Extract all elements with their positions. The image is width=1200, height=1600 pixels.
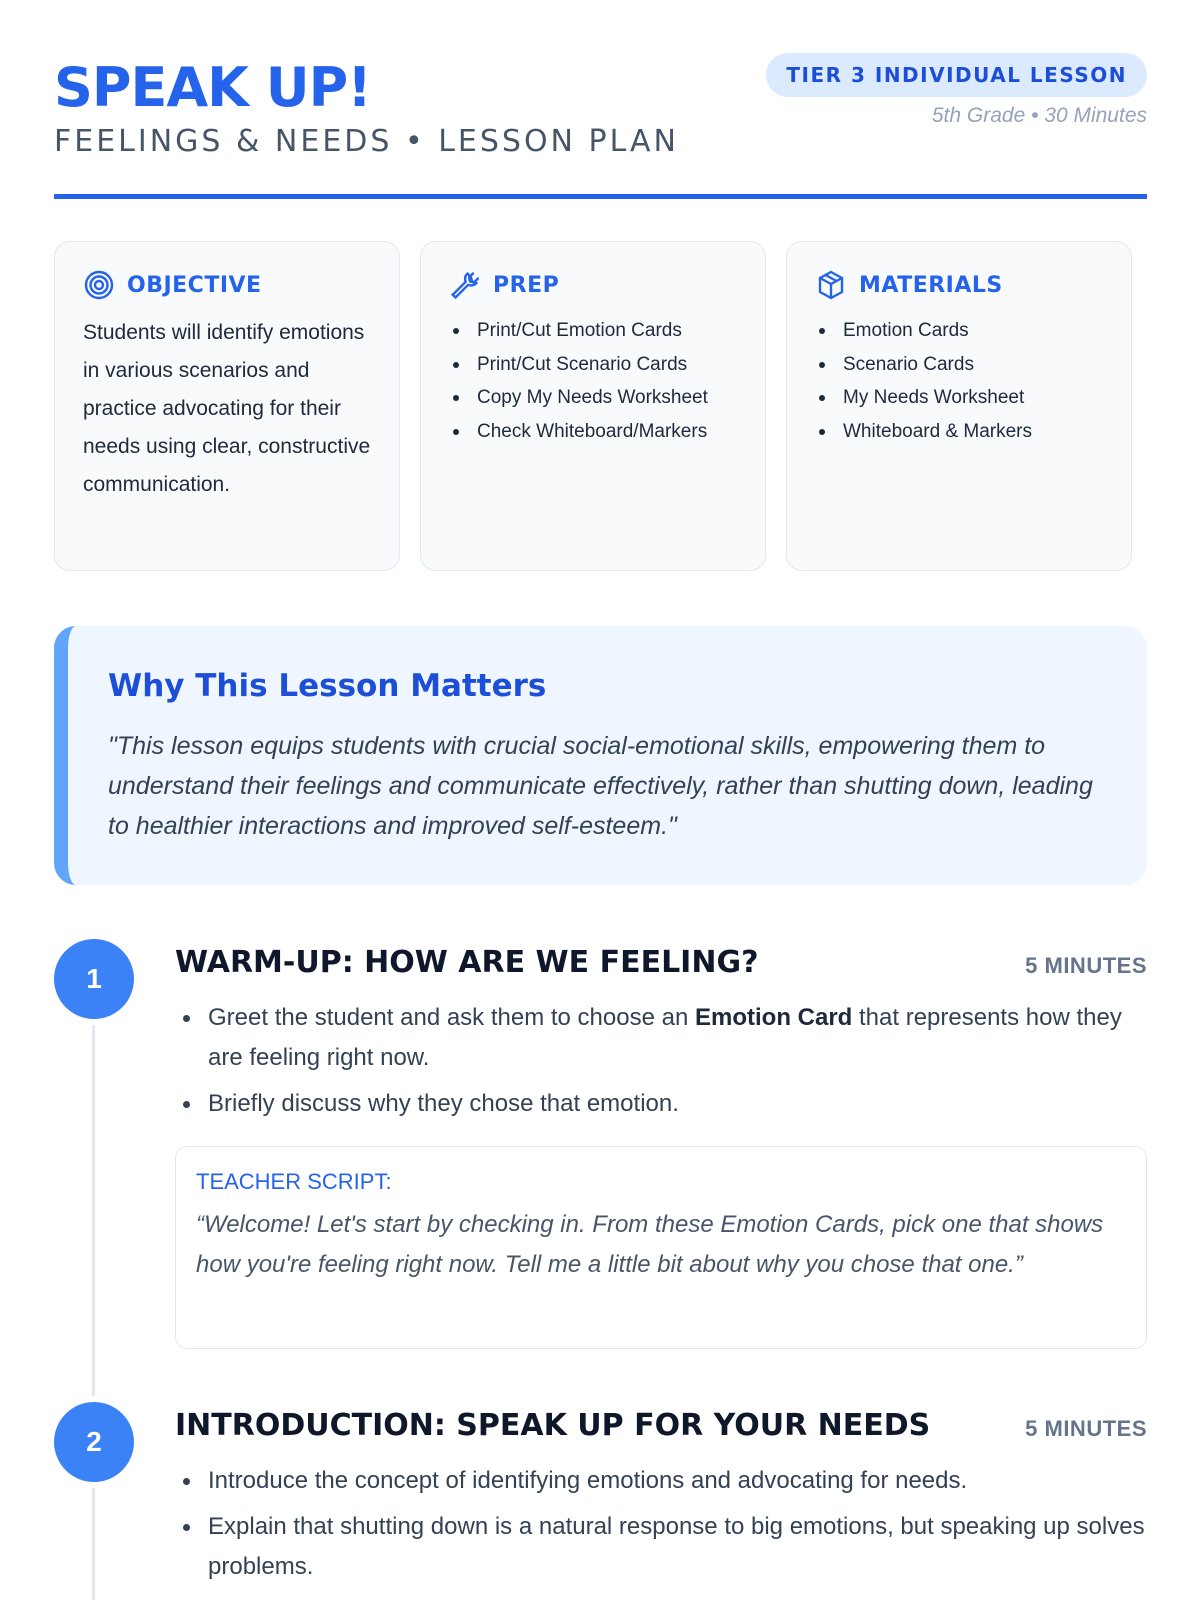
step-duration: 5 MINUTES <box>1025 953 1147 978</box>
materials-item: Whiteboard & Markers <box>815 415 1103 449</box>
timeline-line <box>92 1480 95 1600</box>
step-title: INTRODUCTION: SPEAK UP FOR YOUR NEEDS <box>175 1408 931 1443</box>
step-bullet: Introduce the concept of identifying emotions and advocating for needs. <box>175 1461 1147 1501</box>
step-bullet: Explain that shutting down is a natural response to big emotions, but speaking up solves problems. <box>175 1507 1147 1587</box>
teacher-script-label: TEACHER SCRIPT: <box>196 1169 392 1194</box>
materials-header <box>815 268 1103 302</box>
page-title: SPEAK UP! <box>54 56 371 119</box>
objective-card <box>54 241 400 571</box>
step-bullet-list <box>175 1461 1147 1593</box>
prep-header <box>449 268 737 302</box>
teacher-script-text: “Welcome! Let's start by checking in. From these Emotion Cards, pick one that shows how you're feeling right now. Tell me a little bit about why you chose that one.” <box>196 1211 1104 1278</box>
prep-title: PREP <box>493 272 560 298</box>
objective-title: OBJECTIVE <box>127 272 262 298</box>
bullet-text: that represents how they are feeling right now. <box>208 1004 1122 1071</box>
bullet-text: Greet the student and ask them to choose an <box>208 1004 695 1031</box>
header-divider <box>54 194 1147 199</box>
materials-list <box>815 314 1103 448</box>
step-bullet <box>175 998 1147 1078</box>
lesson-plan-page <box>54 0 1147 1600</box>
materials-item: Emotion Cards <box>815 314 1103 348</box>
teacher-script-box <box>175 1146 1147 1349</box>
step-bullet: Briefly discuss why they chose that emotion. <box>175 1084 1147 1124</box>
materials-card <box>786 241 1132 571</box>
prep-item: Print/Cut Scenario Cards <box>449 348 737 382</box>
why-title: Why This Lesson Matters <box>108 668 547 704</box>
emotion-card-term: Emotion Card <box>694 1004 853 1031</box>
grade-duration: 5th Grade • 30 Minutes <box>931 104 1147 127</box>
step-number-badge: 2 <box>54 1402 134 1482</box>
step-duration: 5 MINUTES <box>1025 1416 1147 1441</box>
timeline-line <box>92 1000 95 1398</box>
materials-title: MATERIALS <box>859 272 1003 298</box>
objective-header <box>83 268 371 302</box>
step-title: WARM-UP: HOW ARE WE FEELING? <box>175 945 759 980</box>
step-bullet-list <box>175 998 1147 1130</box>
target-icon <box>83 269 115 301</box>
tier-badge: TIER 3 INDIVIDUAL LESSON <box>766 53 1147 97</box>
prep-item: Print/Cut Emotion Cards <box>449 314 737 348</box>
prep-card <box>420 241 766 571</box>
why-quote: "This lesson equips students with crucial social-emotional skills, empowering them to understand their feelings and communicate effectively, rather than shutting down, leading to healthier interactions and improved self-esteem." <box>108 732 1093 840</box>
why-lesson-matters-box <box>54 626 1147 885</box>
page-subtitle: FEELINGS & NEEDS • LESSON PLAN <box>54 124 679 159</box>
prep-item: Copy My Needs Worksheet <box>449 381 737 415</box>
prep-item: Check Whiteboard/Markers <box>449 415 737 449</box>
step-number-badge: 1 <box>54 939 134 1019</box>
wrench-icon <box>449 269 481 301</box>
objective-text: Students will identify emotions in various scenarios and practice advocating for their needs using clear, constructive communication. <box>83 321 371 496</box>
materials-item: Scenario Cards <box>815 348 1103 382</box>
box-icon <box>815 269 847 301</box>
materials-item: My Needs Worksheet <box>815 381 1103 415</box>
prep-list <box>449 314 737 448</box>
